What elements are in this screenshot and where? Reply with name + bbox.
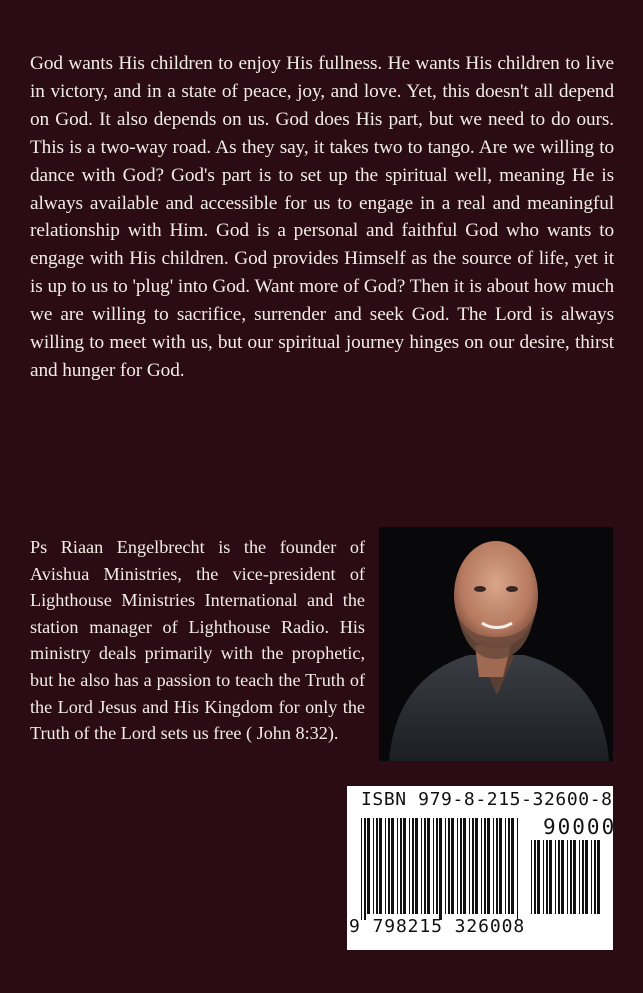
isbn-barcode	[347, 786, 617, 950]
author-bio: Ps Riaan Engelbrecht is the founder of Avishua Ministries, the vice-president of Lighthouse Ministries International and the station manager of Lighthouse Radio. His ministry deals primarily with the prophetic, but he also has a passion to teach the Truth of the Lord Jesus and His Kingdom for only the Truth of the Lord sets us free ( John 8:32).	[30, 537, 365, 744]
ean-digits: 9 798215 326008	[349, 916, 526, 937]
author-photo	[379, 527, 613, 761]
back-cover-blurb: God wants His children to enjoy His fullness. He wants His children to live in victory, and in a state of peace, joy, and love. Yet, this doesn't all depend on God. It also depends on us. God does His part, but we need to do ours. This is a two-way road. As they say, it takes two to tango. Are we willing to dance with God? God's part is to set up the spiritual well, meaning He is always available and accessible for us to engage in a real and meaningful relationship with Him. God is a personal and faithful God who wants to engage with His children. God provides Himself as the source of life, yet it is up to us to 'plug' into God. Want more of God? Then it is about how much we are willing to sacrifice, surrender and seek God. The Lord is always willing to meet with us, but our spiritual journey hinges on our desire, thirst and hunger for God.	[30, 53, 614, 381]
isbn-label: ISBN 979-8-215-32600-8	[361, 789, 613, 810]
author-portrait-illustration	[379, 527, 613, 761]
price-code: 90000	[543, 815, 617, 839]
